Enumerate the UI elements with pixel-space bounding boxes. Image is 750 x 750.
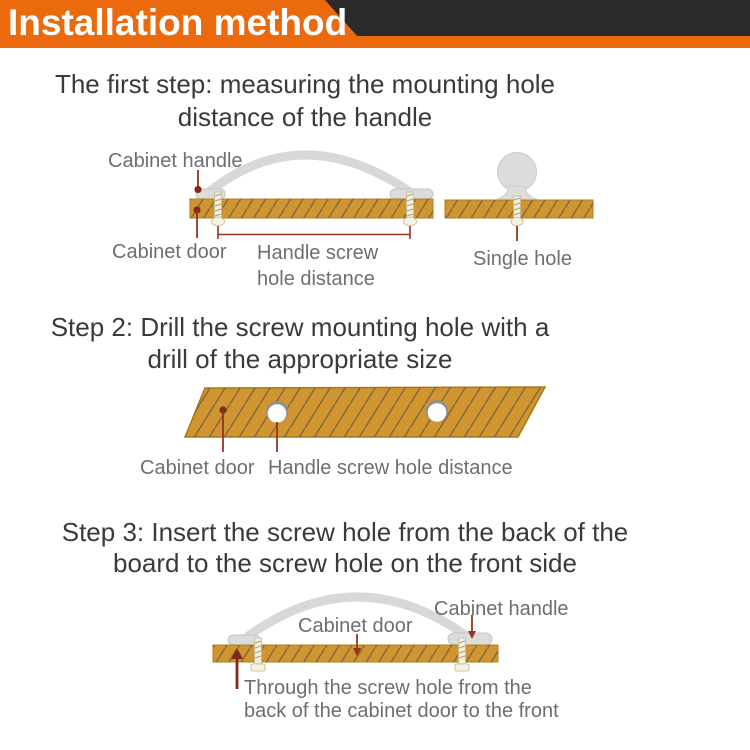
label-cabinet-handle-step3: Cabinet handle <box>434 598 569 620</box>
drilled-board-illustration <box>185 387 545 437</box>
label-screw-distance-line1: Handle screw <box>257 242 379 264</box>
label-cabinet-door-step1: Cabinet door <box>112 241 227 263</box>
label-cabinet-door-step2: Cabinet door <box>140 457 255 479</box>
cabinet-door-illustration <box>190 199 433 218</box>
label-through-hole <box>244 677 559 723</box>
step1-heading-line1: The first step: measuring the mounting hole <box>54 69 556 99</box>
step1-knob-diagram <box>440 148 600 248</box>
drilled-hole-left <box>266 401 288 423</box>
step2-heading-line1: Step 2: Drill the screw mounting hole with a <box>50 312 550 342</box>
label-cabinet-handle-step1: Cabinet handle <box>108 150 243 172</box>
cabinet-door-pointer <box>193 206 200 238</box>
step3-heading-line1: Step 3: Insert the screw hole from the back of the <box>61 517 629 547</box>
step2-heading <box>10 311 590 375</box>
step1-heading-line2: distance of the handle <box>177 102 433 132</box>
step2-heading-line2: drill of the appropriate size <box>147 344 453 374</box>
label-through-hole-line2: back of the cabinet door to the front <box>244 700 559 722</box>
step2-board-diagram <box>170 380 570 456</box>
knob-illustration <box>496 153 538 201</box>
label-screw-distance-step1 <box>257 240 378 292</box>
cabinet-handle-pointer <box>194 170 201 193</box>
label-screw-distance-line2: hole distance <box>257 268 375 290</box>
label-single-hole: Single hole <box>473 248 572 270</box>
step1-heading <box>10 68 600 134</box>
drilled-hole-right <box>426 400 448 422</box>
label-cabinet-door-step3: Cabinet door <box>298 615 413 637</box>
page-title: Installation method <box>8 2 348 43</box>
label-screw-distance-step2: Handle screw hole distance <box>268 457 513 479</box>
step3-heading <box>25 517 665 579</box>
header-banner <box>0 0 750 48</box>
label-through-hole-line1: Through the screw hole from the <box>244 677 532 699</box>
screw-distance-bracket <box>218 226 410 239</box>
step3-heading-line2: board to the screw hole on the front side <box>113 548 577 578</box>
